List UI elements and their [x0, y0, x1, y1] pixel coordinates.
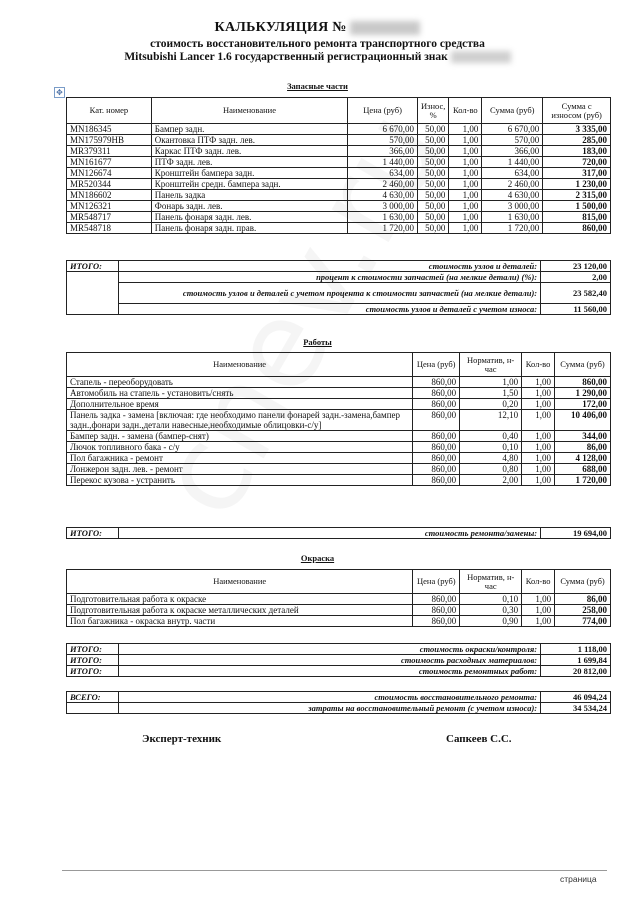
part-name: Окантовка ПТФ задн. лев. — [151, 135, 347, 146]
works-row — [67, 475, 611, 486]
part-qty: 1,00 — [449, 179, 482, 190]
part-catnum: MN186345 — [67, 124, 152, 135]
part-catnum: MR520344 — [67, 179, 152, 190]
works-row — [67, 464, 611, 475]
grand-total-value: 46 094,24 — [541, 692, 611, 703]
parts-row — [67, 124, 611, 135]
col-header-sum-wear: Сумма с износом (руб) — [543, 98, 611, 124]
col-header-wear: Износ, % — [418, 98, 449, 124]
part-price: 1 440,00 — [348, 157, 418, 168]
works-section-title: Работы — [303, 337, 332, 347]
part-catnum: MN126321 — [67, 201, 152, 212]
part-name: Панель фонаря задн. лев. — [151, 212, 347, 223]
subtitle-line2 — [0, 51, 635, 64]
works-row-price: 860,00 — [413, 442, 460, 453]
works-row-sum: 860,00 — [555, 377, 611, 388]
subtitle-line1: стоимость восстановительного ремонта транспортного средства — [150, 38, 485, 50]
part-sum: 6 670,00 — [482, 124, 543, 135]
paint-total-label: стоимость окраски/контроля: — [118, 644, 540, 655]
part-price: 1 720,00 — [348, 223, 418, 234]
part-price: 1 630,00 — [348, 212, 418, 223]
paint-row — [67, 594, 611, 605]
part-price: 570,00 — [348, 135, 418, 146]
works-row-price: 860,00 — [413, 464, 460, 475]
paint-section-title: Окраска — [300, 553, 335, 563]
part-sum: 3 000,00 — [482, 201, 543, 212]
paint-header-name: Наименование — [67, 570, 413, 594]
part-sum-wear: 3 335,00 — [543, 124, 611, 135]
parts-with-percent-label: стоимость узлов и деталей с учетом процента к стоимости запчастей (на мелкие детали): — [118, 283, 540, 304]
works-totals-table — [66, 527, 611, 539]
part-sum-wear: 860,00 — [543, 223, 611, 234]
works-row-price: 860,00 — [413, 453, 460, 464]
works-row — [67, 442, 611, 453]
works-row-qty: 1,00 — [522, 410, 555, 431]
part-price: 6 670,00 — [348, 124, 418, 135]
parts-row — [67, 168, 611, 179]
works-row-sum: 344,00 — [555, 431, 611, 442]
parts-cost-value: 23 120,00 — [541, 261, 611, 272]
signature-name: Сапкеев С.С. — [446, 733, 512, 745]
part-sum: 366,00 — [482, 146, 543, 157]
paint-row-sum: 774,00 — [555, 616, 611, 627]
document-title — [0, 20, 635, 36]
part-qty: 1,00 — [449, 223, 482, 234]
works-row-name: Стапель - переоборудовать — [67, 377, 413, 388]
signature-role: Эксперт-техник — [142, 733, 222, 745]
paint-row-name: Подготовительная работа к окраске — [67, 594, 413, 605]
part-catnum: MR548718 — [67, 223, 152, 234]
works-header-price: Цена (руб) — [413, 353, 460, 377]
works-row-sum: 1 720,00 — [555, 475, 611, 486]
part-wear: 50,00 — [418, 190, 449, 201]
works-row — [67, 431, 611, 442]
col-header-price: Цена (руб) — [348, 98, 418, 124]
part-qty: 1,00 — [449, 124, 482, 135]
works-row-price: 860,00 — [413, 475, 460, 486]
col-header-catnum: Кат. номер — [67, 98, 152, 124]
redacted-plate — [451, 51, 511, 63]
part-catnum: MN175979HB — [67, 135, 152, 146]
paint-itogo-label: ИТОГО: — [67, 644, 119, 655]
part-sum-wear: 720,00 — [543, 157, 611, 168]
part-sum: 570,00 — [482, 135, 543, 146]
part-name: Каркас ПТФ задн. лев. — [151, 146, 347, 157]
part-name: ПТФ задн. лев. — [151, 157, 347, 168]
part-sum-wear: 2 315,00 — [543, 190, 611, 201]
part-price: 366,00 — [348, 146, 418, 157]
part-wear: 50,00 — [418, 179, 449, 190]
paint-row-price: 860,00 — [413, 605, 460, 616]
works-row-price: 860,00 — [413, 388, 460, 399]
works-row-name: Автомобиль на стапель - установить/снять — [67, 388, 413, 399]
parts-with-wear-value: 11 560,00 — [541, 304, 611, 315]
works-row — [67, 453, 611, 464]
parts-cost-label: стоимость узлов и деталей: — [118, 261, 540, 272]
part-price: 3 000,00 — [348, 201, 418, 212]
part-name: Панель задка — [151, 190, 347, 201]
table-move-handle-icon[interactable]: ✥ — [54, 87, 65, 98]
part-sum-wear: 285,00 — [543, 135, 611, 146]
parts-row — [67, 157, 611, 168]
grand-vsego-label: ВСЕГО: — [67, 692, 119, 703]
part-sum: 634,00 — [482, 168, 543, 179]
parts-row — [67, 212, 611, 223]
works-row-sum: 688,00 — [555, 464, 611, 475]
works-row-qty: 1,00 — [522, 431, 555, 442]
paint-row-price: 860,00 — [413, 594, 460, 605]
part-wear: 50,00 — [418, 223, 449, 234]
parts-totals-spacer — [67, 272, 119, 315]
parts-itogo-label: ИТОГО: — [67, 261, 119, 272]
grand-spacer — [67, 703, 119, 714]
part-name: Бампер задн. — [151, 124, 347, 135]
works-row — [67, 377, 611, 388]
works-row-norm: 0,10 — [460, 442, 522, 453]
paint-header-qty: Кол-во — [522, 570, 555, 594]
paint-total-value: 1 118,00 — [541, 644, 611, 655]
part-sum: 4 630,00 — [482, 190, 543, 201]
works-row — [67, 410, 611, 431]
works-header-sum: Сумма (руб) — [555, 353, 611, 377]
part-qty: 1,00 — [449, 201, 482, 212]
works-row-norm: 4,80 — [460, 453, 522, 464]
part-catnum: MN126674 — [67, 168, 152, 179]
part-name: Панель фонаря задн. прав. — [151, 223, 347, 234]
part-price: 2 460,00 — [348, 179, 418, 190]
part-wear: 50,00 — [418, 168, 449, 179]
works-row-price: 860,00 — [413, 377, 460, 388]
paint-totals-table — [66, 643, 611, 677]
part-name: Кронштейн бампера задн. — [151, 168, 347, 179]
part-qty: 1,00 — [449, 135, 482, 146]
part-price: 4 630,00 — [348, 190, 418, 201]
part-sum-wear: 1 230,00 — [543, 179, 611, 190]
paint-row-sum: 258,00 — [555, 605, 611, 616]
works-row-qty: 1,00 — [522, 475, 555, 486]
footer-divider — [62, 870, 607, 871]
paint-row-sum: 86,00 — [555, 594, 611, 605]
part-price: 634,00 — [348, 168, 418, 179]
works-header-name: Наименование — [67, 353, 413, 377]
col-header-sum: Сумма (руб) — [482, 98, 543, 124]
paint-row — [67, 605, 611, 616]
works-row-qty: 1,00 — [522, 453, 555, 464]
works-row-norm: 1,50 — [460, 388, 522, 399]
works-row-norm: 0,40 — [460, 431, 522, 442]
paint-row-norm: 0,30 — [460, 605, 522, 616]
part-sum-wear: 183,00 — [543, 146, 611, 157]
works-row-name: Пол багажника - ремонт — [67, 453, 413, 464]
parts-percent-label: процент к стоимости запчастей (на мелкие детали) (%): — [118, 272, 540, 283]
repair-itogo-label: ИТОГО: — [67, 666, 119, 677]
part-catnum: MN161677 — [67, 157, 152, 168]
part-name: Фонарь задн. лев. — [151, 201, 347, 212]
parts-row — [67, 190, 611, 201]
part-sum: 1 630,00 — [482, 212, 543, 223]
part-name: Кронштейн средн. бампера задн. — [151, 179, 347, 190]
col-header-qty: Кол-во — [449, 98, 482, 124]
part-qty: 1,00 — [449, 212, 482, 223]
repair-total-value: 20 812,00 — [541, 666, 611, 677]
part-qty: 1,00 — [449, 168, 482, 179]
part-wear: 50,00 — [418, 146, 449, 157]
works-row-sum: 172,00 — [555, 399, 611, 410]
part-wear: 50,00 — [418, 124, 449, 135]
paint-row-name: Подготовительная работа к окраске металлических деталей — [67, 605, 413, 616]
works-row-qty: 1,00 — [522, 377, 555, 388]
paint-row-norm: 0,90 — [460, 616, 522, 627]
part-sum: 1 440,00 — [482, 157, 543, 168]
part-sum: 1 720,00 — [482, 223, 543, 234]
parts-table — [66, 97, 611, 234]
part-catnum: MN186602 — [67, 190, 152, 201]
parts-section-title: Запасные части — [287, 81, 348, 91]
works-row-qty: 1,00 — [522, 399, 555, 410]
works-row-qty: 1,00 — [522, 388, 555, 399]
materials-total-label: стоимость расходных материалов: — [118, 655, 540, 666]
works-row-norm: 0,20 — [460, 399, 522, 410]
part-catnum: MR548717 — [67, 212, 152, 223]
works-row-name: Дополнительное время — [67, 399, 413, 410]
paint-row-price: 860,00 — [413, 616, 460, 627]
part-sum-wear: 1 500,00 — [543, 201, 611, 212]
col-header-name: Наименование — [151, 98, 347, 124]
works-row-sum: 1 290,00 — [555, 388, 611, 399]
part-catnum: MR379311 — [67, 146, 152, 157]
parts-row — [67, 179, 611, 190]
paint-row-name: Пол багажника - окраска внутр. части — [67, 616, 413, 627]
paint-header-price: Цена (руб) — [413, 570, 460, 594]
redacted-number — [350, 21, 420, 35]
part-qty: 1,00 — [449, 146, 482, 157]
paint-row-qty: 1,00 — [522, 616, 555, 627]
repair-total-label: стоимость ремонтных работ: — [118, 666, 540, 677]
part-sum: 2 460,00 — [482, 179, 543, 190]
works-table — [66, 352, 611, 486]
works-total-label: стоимость ремонта/замены: — [118, 528, 540, 539]
works-row-norm: 1,00 — [460, 377, 522, 388]
parts-row — [67, 223, 611, 234]
paint-table — [66, 569, 611, 627]
works-row-name: Бампер задн. - замена (бампер-снят) — [67, 431, 413, 442]
works-row-qty: 1,00 — [522, 464, 555, 475]
works-total-value: 19 694,00 — [541, 528, 611, 539]
paint-row-norm: 0,10 — [460, 594, 522, 605]
grand-totals-table — [66, 691, 611, 714]
parts-row — [67, 146, 611, 157]
grand-wear-label: затраты на восстановительный ремонт (с учетом износа): — [118, 703, 540, 714]
part-wear: 50,00 — [418, 212, 449, 223]
materials-itogo-label: ИТОГО: — [67, 655, 119, 666]
materials-total-value: 1 699,84 — [541, 655, 611, 666]
works-row-sum: 10 406,00 — [555, 410, 611, 431]
works-itogo-label: ИТОГО: — [67, 528, 119, 539]
parts-totals-table — [66, 260, 611, 315]
works-row — [67, 399, 611, 410]
works-row-sum: 86,00 — [555, 442, 611, 453]
works-row-price: 860,00 — [413, 410, 460, 431]
works-row-name: Перекос кузова - устранить — [67, 475, 413, 486]
paint-row — [67, 616, 611, 627]
parts-with-wear-label: стоимость узлов и деталей с учетом износа: — [118, 304, 540, 315]
parts-with-percent-value: 23 582,40 — [541, 283, 611, 304]
part-sum-wear: 815,00 — [543, 212, 611, 223]
title-text: КАЛЬКУЛЯЦИЯ № — [214, 20, 347, 35]
grand-total-label: стоимость восстановительного ремонта: — [118, 692, 540, 703]
works-row-name: Лонжерон задн. лев. - ремонт — [67, 464, 413, 475]
works-header-qty: Кол-во — [522, 353, 555, 377]
works-row-name: Панель задка - замена [включая: где необходимо панели фонарей задн.-замена,бампер задн.,фонари задн.,детали навесные,необходимые облицовки-с/у] — [67, 410, 413, 431]
parts-row — [67, 135, 611, 146]
parts-row — [67, 201, 611, 212]
works-row-qty: 1,00 — [522, 442, 555, 453]
works-row-name: Лючок топливного бака - с/у — [67, 442, 413, 453]
paint-header-norm: Норматив, н-час — [460, 570, 522, 594]
works-row-norm: 0,80 — [460, 464, 522, 475]
subtitle-line2-text: Mitsubishi Lancer 1.6 государственный регистрационный знак — [124, 51, 448, 63]
works-row-norm: 12,10 — [460, 410, 522, 431]
works-row-sum: 4 128,00 — [555, 453, 611, 464]
part-wear: 50,00 — [418, 135, 449, 146]
works-header-norm: Норматив, н-час — [460, 353, 522, 377]
parts-percent-value: 2,00 — [541, 272, 611, 283]
part-wear: 50,00 — [418, 201, 449, 212]
works-row-price: 860,00 — [413, 431, 460, 442]
paint-header-sum: Сумма (руб) — [555, 570, 611, 594]
paint-row-qty: 1,00 — [522, 594, 555, 605]
part-qty: 1,00 — [449, 190, 482, 201]
paint-row-qty: 1,00 — [522, 605, 555, 616]
page-label: страница — [560, 874, 597, 884]
grand-wear-value: 34 534,24 — [541, 703, 611, 714]
works-row-price: 860,00 — [413, 399, 460, 410]
works-row — [67, 388, 611, 399]
works-row-norm: 2,00 — [460, 475, 522, 486]
part-wear: 50,00 — [418, 157, 449, 168]
part-sum-wear: 317,00 — [543, 168, 611, 179]
part-qty: 1,00 — [449, 157, 482, 168]
